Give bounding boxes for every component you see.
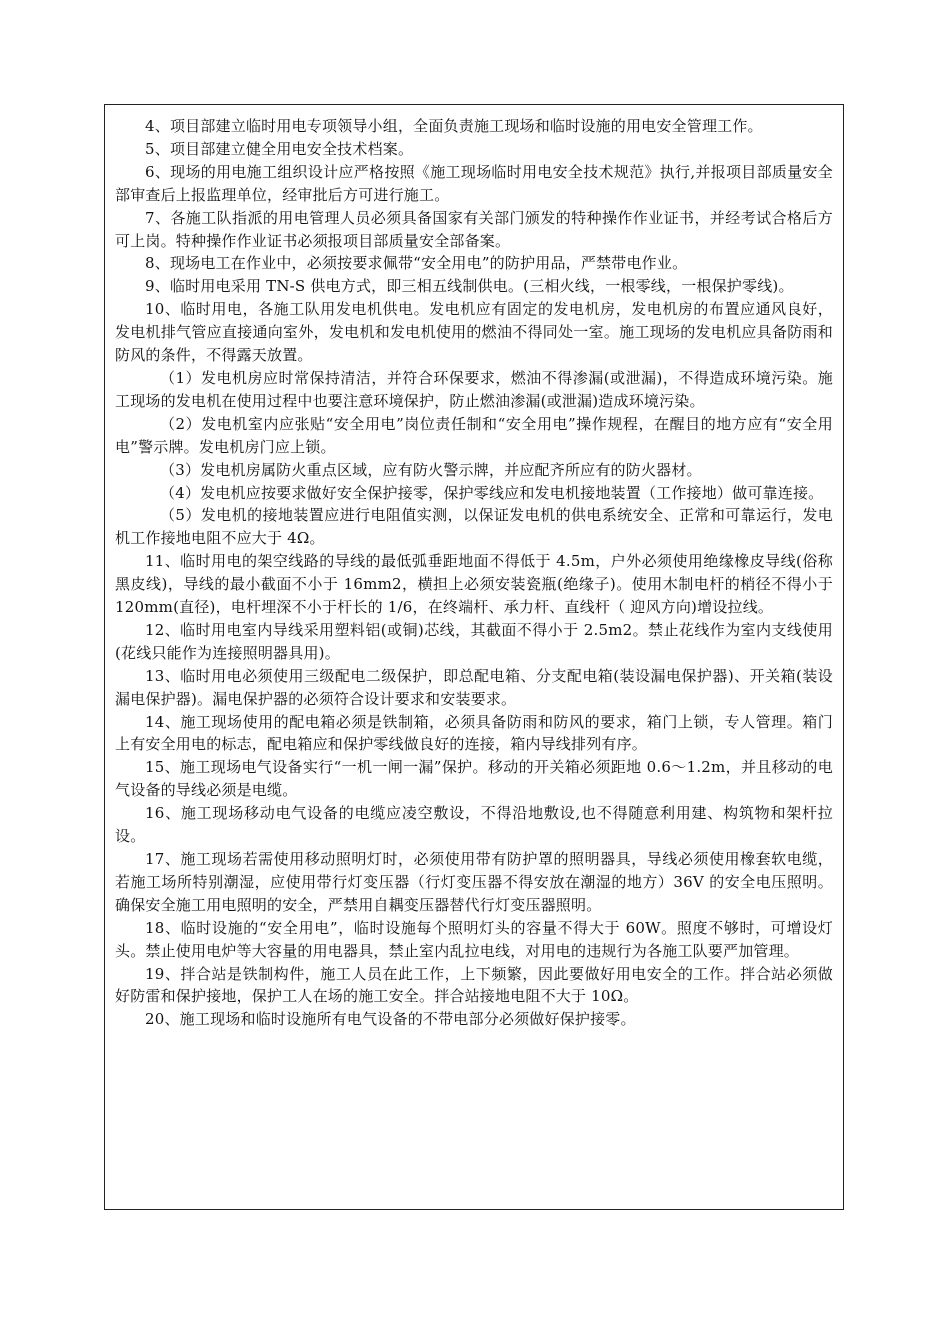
paragraph-subitem-10-3: （3）发电机房属防火重点区域，应有防火警示牌，并应配齐所应有的防火器材。 <box>160 460 702 479</box>
paragraph-item-15: 15、施工现场电气设备实行“一机一闸一漏”保护。移动的开关箱必须距地 0.6～1.2m，并且移动的电气设备的导线必须是电缆。 <box>115 758 833 800</box>
paragraph-item-18: 18、临时设施的“安全用电”，临时设施每个照明灯头的容量不得大于 60W。照度不够时，可增设灯头。禁止使用电炉等大容量的用电器具，禁止室内乱拉电线，对用电的违规行为各施工队要严加管理。 <box>115 918 833 960</box>
paragraph-subitem-10-5: （5）发电机的接地装置应进行电阻值实测，以保证发电机的供电系统安全、正常和可靠运行，发电机工作接地电阻不应大于 4Ω。 <box>115 506 833 548</box>
paragraph-subitem-10-1: （1）发电机房应时常保持清洁，并符合环保要求，燃油不得渗漏(或泄漏)，不得造成环境污染。施工现场的发电机在使用过程中也要注意环境保护，防止燃油渗漏(或泄漏)造成环境污染。 <box>115 368 833 410</box>
paragraph-item-20: 20、施工现场和临时设施所有电气设备的不带电部分必须做好保护接零。 <box>145 1010 636 1029</box>
paragraph-item-5: 5、项目部建立健全用电安全技术档案。 <box>145 139 414 158</box>
paragraph-item-6: 6、现场的用电施工组织设计应严格按照《施工现场临时用电安全技术规范》执行,并报项目部质量安全部审查后上报监理单位，经审批后方可进行施工。 <box>115 162 833 204</box>
paragraph-item-14: 14、施工现场使用的配电箱必须是铁制箱，必须具备防雨和防风的要求，箱门上锁，专人管理。箱门上有安全用电的标志，配电箱应和保护零线做良好的连接，箱内导线排列有序。 <box>115 712 833 754</box>
paragraph-item-10: 10、临时用电，各施工队用发电机供电。发电机应有固定的发电机房，发电机房的布置应通风良好，发电机排气管应直接通向室外，发电机和发电机使用的燃油不得同处一室。施工现场的发电机应具备防雨和防风的条件，不得露天放置。 <box>115 300 833 365</box>
document-frame <box>104 104 844 1210</box>
paragraph-item-7: 7、各施工队指派的用电管理人员必须具备国家有关部门颁发的特种操作作业证书，并经考试合格后方可上岗。特种操作作业证书必须报项目部质量安全部备案。 <box>115 208 833 250</box>
paragraph-item-16: 16、施工现场移动电气设备的电缆应凌空敷设，不得沿地敷设,也不得随意利用建、构筑物和架杆拉设。 <box>115 804 833 846</box>
paragraph-item-11: 11、临时用电的架空线路的导线的最低弧垂距地面不得低于 4.5m，户外必须使用绝缘橡皮导线(俗称黑皮线)，导线的最小截面不小于 16mm2，横担上必须安装瓷瓶(绝缘子)。使用木制电杆的梢径不得小于 120mm(直径)，电杆埋深不小于杆长的 1/6，在终端杆、承力杆、直线杆（ 迎风方向)增设拉线。 <box>115 552 833 617</box>
paragraph-item-13: 13、临时用电必须使用三级配电二级保护，即总配电箱、分支配电箱(装设漏电保护器)、开关箱(装设漏电保护器)。漏电保护器的必须符合设计要求和安装要求。 <box>115 666 833 708</box>
paragraph-item-4: 4、项目部建立临时用电专项领导小组，全面负责施工现场和临时设施的用电安全管理工作。 <box>145 117 763 135</box>
paragraph-subitem-10-2: （2）发电机室内应张贴“安全用电”岗位责任制和“安全用电”操作规程，在醒目的地方应有“安全用电”警示牌。发电机房门应上锁。 <box>115 414 833 456</box>
paragraph-item-9: 9、临时用电采用 TN-S 供电方式，即三相五线制供电。(三相火线，一根零线，一根保护零线)。 <box>145 277 794 296</box>
paragraph-item-12: 12、临时用电室内导线采用塑料铝(或铜)芯线，其截面不得小于 2.5m2。禁止花线作为室内支线使用(花线只能作为连接照明器具用)。 <box>115 620 833 662</box>
paragraph-item-19: 19、拌合站是铁制构件，施工人员在此工作，上下频繁，因此要做好用电安全的工作。拌合站必须做好防雷和保护接地，保护工人在场的施工安全。拌合站接地电阻不大于 10Ω。 <box>115 964 833 1006</box>
paragraph-item-17: 17、施工现场若需使用移动照明灯时，必须使用带有防护罩的照明器具，导线必须使用橡套软电缆，若施工场所特别潮湿，应使用带行灯变压器（行灯变压器不得安放在潮湿的地方）36V 的安全电压照明。确保安全施工用电照明的安全，严禁用自耦变压器替代行灯变压器照明。 <box>115 850 833 914</box>
paragraph-subitem-10-4: （4）发电机应按要求做好安全保护接零，保护零线应和发电机接地装置（工作接地）做可靠连接。 <box>160 483 824 502</box>
paragraph-item-8: 8、现场电工在作业中，必须按要求佩带“安全用电”的防护用品，严禁带电作业。 <box>145 254 688 273</box>
